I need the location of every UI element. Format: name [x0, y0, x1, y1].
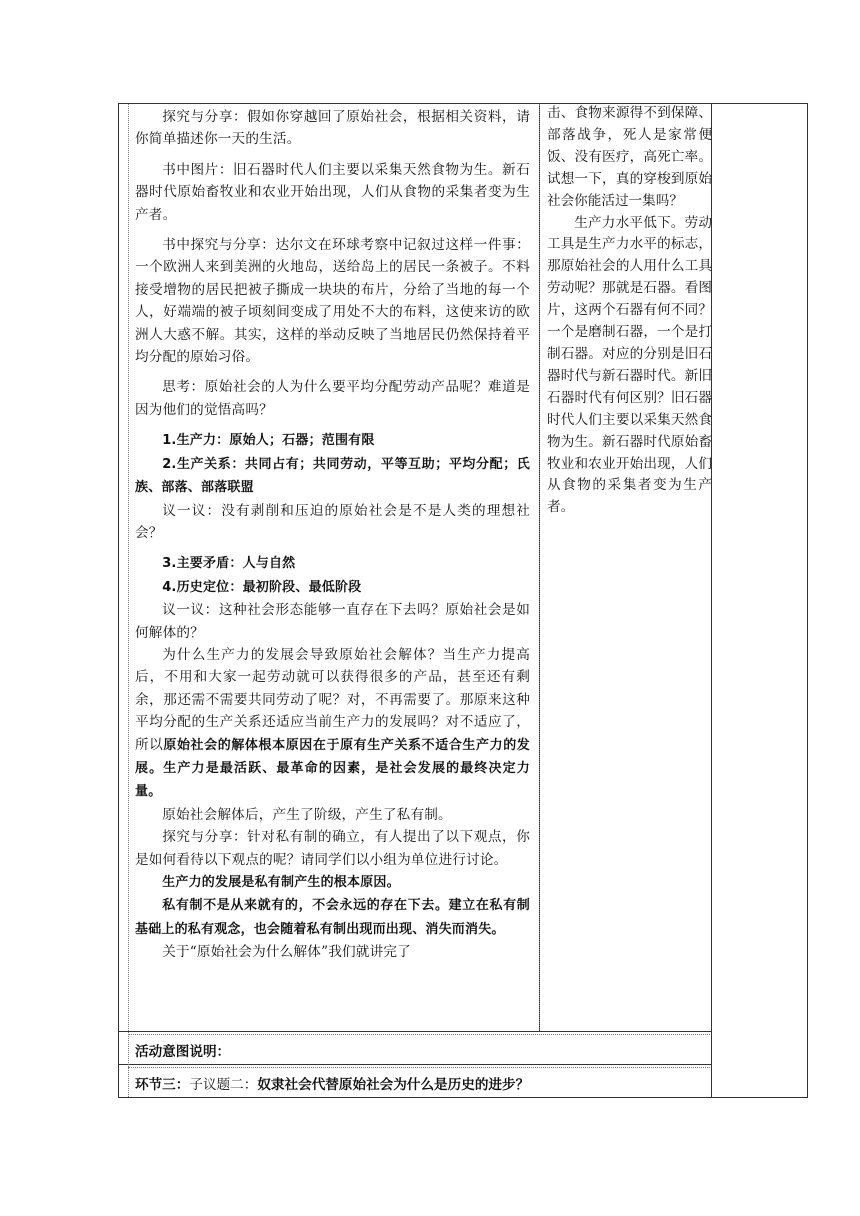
- activity-intent-label: 活动意图说明：: [135, 1044, 231, 1060]
- content-paragraph: [135, 234, 530, 368]
- paragraph-text: 书中图片：旧石器时代人们主要以采集天然食物为生。新石器时代原始畜牧业和农业开始出现，人们从食物的采集者变为生产者。: [135, 161, 530, 223]
- note-paragraph: 生产力水平低下。劳动工具是生产力水平的标志，那原始社会的人用什么工具劳动呢？那就是石器。看图片，这两个石器有何不同？一个是磨制石器，一个是打制石器。对应的分别是旧石器时代与新石器时代。新旧石器时代有何区别？旧石器时代人们主要以采集天然食物为生。新石器时代原始畜牧业和农业开始出现，人们从食物的采集者变为生产者。: [547, 214, 712, 516]
- content-paragraph: [135, 804, 530, 826]
- section-label: 环节三：: [135, 1077, 190, 1093]
- content-paragraph: [135, 552, 530, 575]
- paragraph-emphasis: 2.生产关系：共同占有；共同劳动，平等互助；平均分配；氏族、部落、部落联盟: [135, 456, 530, 496]
- paragraph-text: 探究与分享：假如你穿越回了原始社会，根据相关资料，请你简单描述你一天的生活。: [135, 109, 530, 148]
- content-paragraph: [135, 826, 530, 871]
- paragraph-text: 议一议：这种社会形态能够一直存在下去吗？原始社会是如何解体的？: [135, 602, 530, 641]
- content-paragraph: [135, 106, 530, 151]
- activity-intent-row: [135, 1040, 230, 1060]
- content-paragraph: [135, 429, 530, 452]
- section-title-prefix: 子议题二：: [189, 1077, 258, 1093]
- paragraph-text: 书中探究与分享：达尔文在环球考察中记叙过这样一件事：一个欧洲人来到美洲的火地岛，送给岛上的居民一条被子。不料接受增物的居民把被子撕成一块块的布片，分给了当地的每一个人，好端端的被子顷刻间变成了用处不大的布料，这使来访的欧洲人大惑不解。其实，这样的举动反映了当地居民仍然保持着平均分配的原始习俗。: [135, 237, 530, 366]
- paragraph-emphasis: 生产力的发展是私有制产生的根本原因。: [162, 875, 400, 890]
- content-paragraph: [135, 894, 530, 941]
- content-paragraph: [135, 599, 530, 644]
- paragraph-text: 关于“原始社会为什么解体”我们就讲完了: [162, 944, 411, 961]
- paragraph-text: 探究与分享：针对私有制的确立，有人提出了以下观点，你是如何看待以下观点的呢？请同学们以小组为单位进行讨论。: [135, 829, 530, 868]
- content-paragraph: [135, 644, 530, 804]
- paragraph-emphasis: 原始社会的解体根本原因在于原有生产关系不适合生产力的发展。生产力是最活跃、最革命的因素，是社会发展的最终决定力量。: [135, 737, 530, 800]
- paragraph-text: 思考：原始社会的人为什么要平均分配劳动产品呢？难道是因为他们的觉悟高吗？: [135, 379, 530, 418]
- paragraph-emphasis: 私有制不是从来就有的，不会永远的存在下去。建立在私有制基础上的私有观念，也会随着私有制出现而出现、消失而消失。: [135, 898, 530, 937]
- paragraph-emphasis: 1.生产力：原始人；石器；范围有限: [162, 433, 375, 449]
- content-paragraph: [135, 159, 530, 226]
- content-paragraph: [135, 941, 530, 963]
- note-paragraph: 击、食物来源得不到保障、部落战争，死人是家常便饭、没有医疗，高死亡率。试想一下，真的穿梭到原始社会你能活过一集吗？: [547, 105, 712, 209]
- paragraph-emphasis: 3.主要矛盾：人与自然: [162, 556, 296, 572]
- teaching-content-column: [135, 106, 530, 964]
- dotted-inner-border: [539, 104, 540, 1030]
- dotted-row-border-2: [128, 1067, 710, 1068]
- design-notes-column: [547, 103, 712, 519]
- dotted-row-border-1: [128, 1034, 710, 1035]
- row-divider-1: [119, 1031, 711, 1032]
- content-paragraph: [135, 871, 530, 894]
- content-paragraph: [135, 500, 530, 545]
- content-paragraph: [135, 376, 530, 421]
- content-paragraph: [135, 576, 530, 599]
- paragraph-text: 议一议：没有剥削和压迫的原始社会是不是人类的理想社会？: [135, 502, 530, 541]
- section-title: 奴隶社会代替原始社会为什么是历史的进步？: [257, 1077, 530, 1093]
- section-three-row: [135, 1073, 529, 1093]
- dotted-left-border: [128, 104, 129, 1097]
- row-divider-2: [119, 1064, 711, 1065]
- paragraph-text: 原始社会解体后，产生了阶级，产生了私有制。: [162, 806, 452, 823]
- paragraph-emphasis: 4.历史定位：最初阶段、最低阶段: [162, 579, 362, 595]
- content-paragraph: [135, 453, 530, 500]
- paragraph-text: 为什么生产力的发展会导致原始社会解体？当生产力提高后，不用和大家一起劳动就可以获得很多的产品，甚至还有剩余，那还需不需要共同劳动了呢？对，不再需要了。那原来这种平均分配的生产关系还适应当前生产力的发展吗？对不适应了，所以: [135, 646, 530, 753]
